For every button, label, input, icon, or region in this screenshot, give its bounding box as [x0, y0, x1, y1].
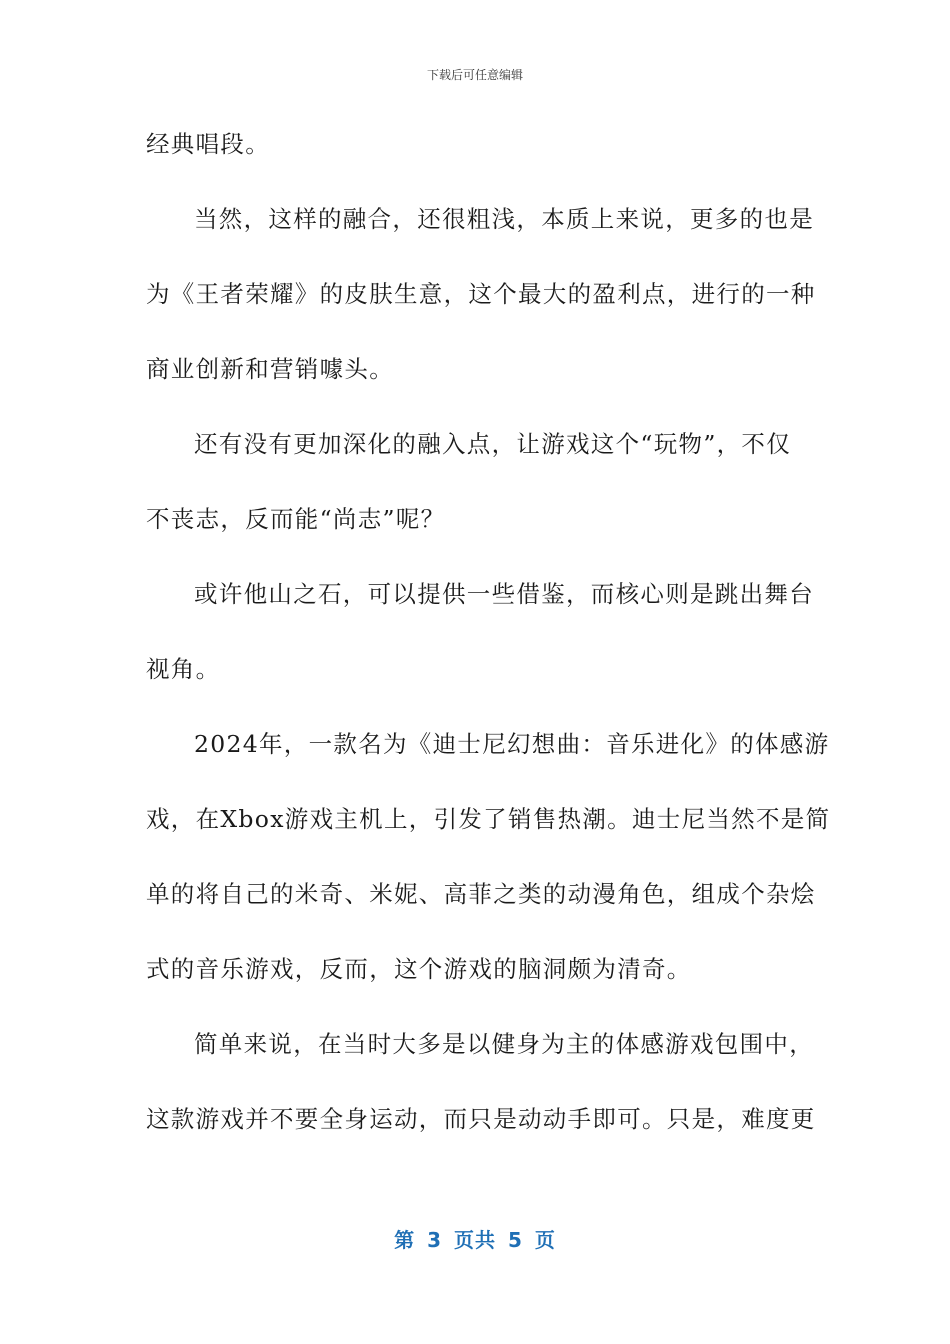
- text-line: 式的音乐游戏，反而，这个游戏的脑洞颇为清奇。: [146, 955, 692, 983]
- text-line: 经典唱段。: [146, 130, 270, 158]
- page-footer: [0, 1224, 950, 1253]
- text-line: 单的将自己的米奇、米妮、高菲之类的动漫角色，组成个杂烩: [146, 880, 816, 908]
- footer-middle: 页共: [454, 1228, 496, 1252]
- footer-suffix: 页: [534, 1228, 556, 1252]
- text-line: 视角。: [146, 655, 221, 683]
- paragraph-start-line: 2024年，一款名为《迪士尼幻想曲：音乐进化》的体感游: [194, 730, 830, 758]
- text-line: 为《王者荣耀》的皮肤生意，这个最大的盈利点，进行的一种: [146, 280, 816, 308]
- current-page-number: 3: [427, 1228, 442, 1252]
- text-line: 这款游戏并不要全身运动，而只是动动手即可。只是，难度更: [146, 1105, 816, 1133]
- text-line: 商业创新和营销噱头。: [146, 355, 394, 383]
- paragraph-start-line: 或许他山之石，可以提供一些借鉴，而核心则是跳出舞台: [194, 580, 814, 608]
- paragraph-start-line: 简单来说，在当时大多是以健身为主的体感游戏包围中，: [194, 1030, 814, 1058]
- paragraph-start-line: 还有没有更加深化的融入点，让游戏这个“玩物”，不仅: [194, 430, 792, 458]
- text-line: 戏，在Xbox游戏主机上，引发了销售热潮。迪士尼当然不是简: [146, 805, 831, 833]
- text-line: 不丧志，反而能“尚志”呢？: [146, 505, 446, 533]
- footer-prefix: 第: [394, 1228, 416, 1252]
- page-header: 下载后可任意编辑: [426, 68, 523, 82]
- total-page-count: 5: [508, 1228, 523, 1252]
- paragraph-start-line: 当然，这样的融合，还很粗浅，本质上来说，更多的也是: [194, 205, 814, 233]
